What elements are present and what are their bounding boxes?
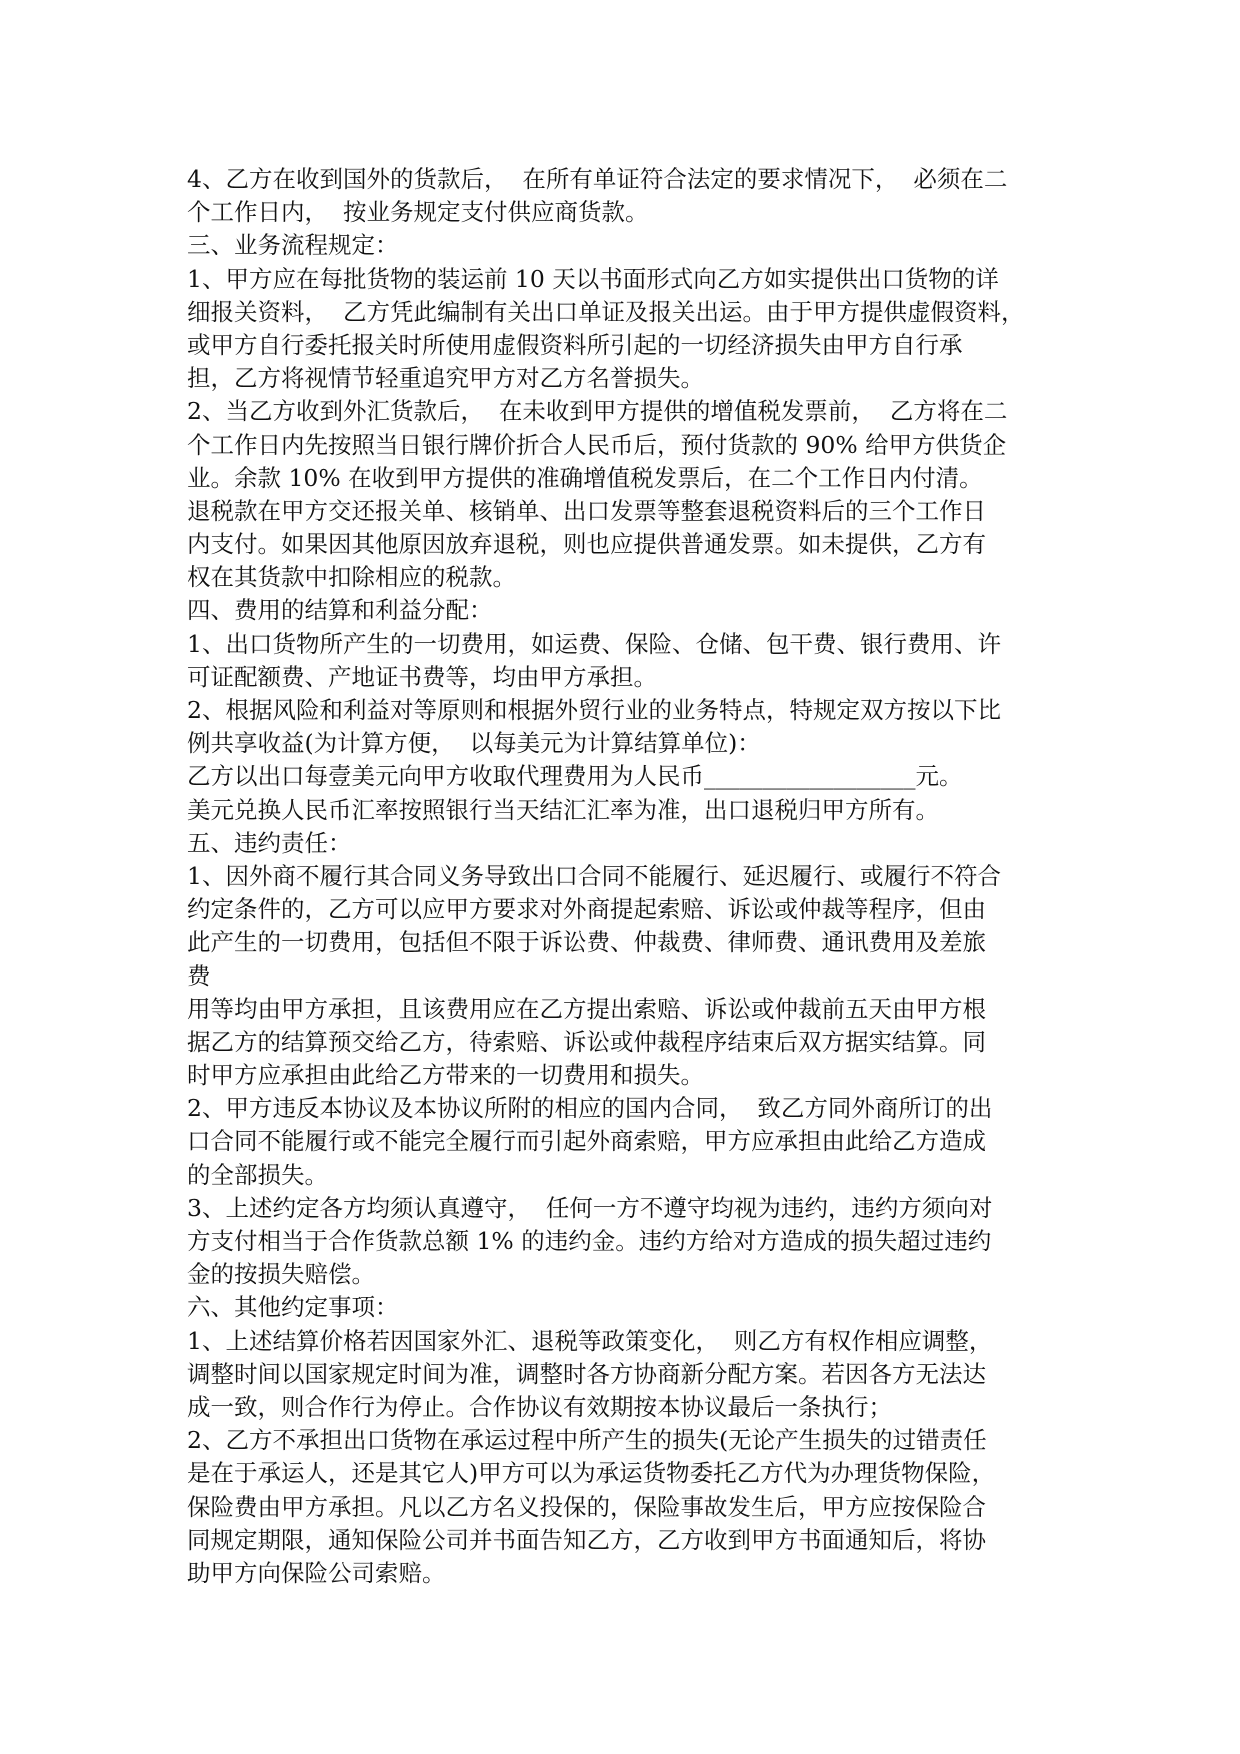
text-line: 时甲方应承担由此给乙方带来的一切费用和损失。 [187, 1061, 704, 1090]
text-line: 同规定期限，通知保险公司并书面告知乙方，乙方收到甲方书面通知后，将协 [187, 1525, 986, 1554]
fee-blank-line: 乙方以出口每壹美元向甲方收取代理费用为人民币__________________元。 [187, 762, 963, 791]
section-heading: 四、费用的结算和利益分配： [187, 596, 493, 625]
section-heading: 五、违约责任： [187, 828, 352, 857]
text-line: 担，乙方将视情节轻重追究甲方对乙方名誉损失。 [187, 364, 704, 393]
text-line: 1、甲方应在每批货物的装运前 10 天以书面形式向乙方如实提供出口货物的详 [187, 264, 999, 293]
text-line: 调整时间以国家规定时间为准，调整时各方协商新分配方案。若因各方无法达 [187, 1359, 986, 1388]
text-line: 业。余款 10% 在收到甲方提供的准确增值税发票后，在二个工作日内付清。 [187, 463, 983, 492]
text-line: 的全部损失。 [187, 1160, 328, 1189]
text-line: 1、上述结算价格若因国家外汇、退税等政策变化， 则乙方有权作相应调整， [187, 1326, 993, 1355]
text-line: 例共享收益(为计算方便， 以每美元为计算结算单位)： [187, 729, 761, 758]
text-line: 据乙方的结算预交给乙方，待索赔、诉讼或仲裁程序结束后双方据实结算。同 [187, 1027, 986, 1056]
text-line: 退税款在甲方交还报关单、核销单、出口发票等整套退税资料后的三个工作日 [187, 496, 986, 525]
text-line: 是在于承运人，还是其它人)甲方可以为承运货物委托乙方代为办理货物保险， [187, 1459, 996, 1488]
text-line: 助甲方向保险公司索赔。 [187, 1558, 446, 1587]
text-line: 1、因外商不履行其合同义务导致出口合同不能履行、延迟履行、或履行不符合 [187, 861, 1001, 890]
text-line: 细报关资料， 乙方凭此编制有关出口单证及报关出运。由于甲方提供虚假资料， [187, 297, 1025, 326]
text-line: 2、乙方不承担出口货物在承运过程中所产生的损失(无论产生损失的过错责任 [187, 1426, 987, 1455]
text-line: 2、根据风险和利益对等原则和根据外贸行业的业务特点，特规定双方按以下比 [187, 696, 1001, 724]
text-line: 费 [187, 961, 211, 990]
text-line: 约定条件的，乙方可以应甲方要求对外商提起索赔、诉讼或仲裁等程序，但由 [187, 895, 986, 924]
text-line: 可证配额费、产地证书费等，均由甲方承担。 [187, 662, 657, 691]
text-line: 2、甲方违反本协议及本协议所附的相应的国内合同， 致乙方同外商所订的出 [187, 1094, 993, 1123]
text-line: 或甲方自行委托报关时所使用虚假资料所引起的一切经济损失由甲方自行承 [187, 330, 963, 359]
text-line: 个工作日内先按照当日银行牌价折合人民币后，预付货款的 90% 给甲方供货企 [187, 430, 1007, 459]
text-line: 成一致，则合作行为停止。合作协议有效期按本协议最后一条执行； [187, 1392, 892, 1421]
text-line: 方支付相当于合作货款总额 1% 的违约金。违约方给对方造成的损失超过违约 [187, 1227, 992, 1255]
text-line: 权在其货款中扣除相应的税款。 [187, 563, 516, 592]
text-line: 4、乙方在收到国外的货款后， 在所有单证符合法定的要求情况下， 必须在二 [187, 165, 1008, 193]
text-line: 3、上述约定各方均须认真遵守， 任何一方不遵守均视为违约，违约方须向对 [187, 1193, 993, 1222]
document-body [187, 163, 1067, 1590]
text-line: 保险费由甲方承担。凡以乙方名义投保的，保险事故发生后，甲方应按保险合 [187, 1492, 986, 1521]
section-heading: 三、业务流程规定： [187, 231, 399, 260]
text-line: 内支付。如果因其他原因放弃退税，则也应提供普通发票。如未提供，乙方有 [187, 530, 986, 559]
section-heading: 六、其他约定事项： [187, 1293, 399, 1322]
text-line: 个工作日内， 按业务规定支付供应商货款。 [187, 198, 649, 227]
text-line: 2、当乙方收到外汇货款后， 在未收到甲方提供的增值税发票前， 乙方将在二 [187, 397, 1008, 426]
text-line: 用等均由甲方承担，且该费用应在乙方提出索赔、诉讼或仲裁前五天由甲方根 [187, 994, 986, 1023]
text-line: 1、出口货物所产生的一切费用，如运费、保险、仓储、包干费、银行费用、许 [187, 629, 1001, 658]
text-line: 金的按损失赔偿。 [187, 1260, 375, 1289]
text-line: 美元兑换人民币汇率按照银行当天结汇汇率为准，出口退税归甲方所有。 [187, 795, 939, 824]
text-line: 口合同不能履行或不能完全履行而引起外商索赔，甲方应承担由此给乙方造成 [187, 1127, 986, 1156]
text-line: 此产生的一切费用，包括但不限于诉讼费、仲裁费、律师费、通讯费用及差旅 [187, 928, 986, 957]
